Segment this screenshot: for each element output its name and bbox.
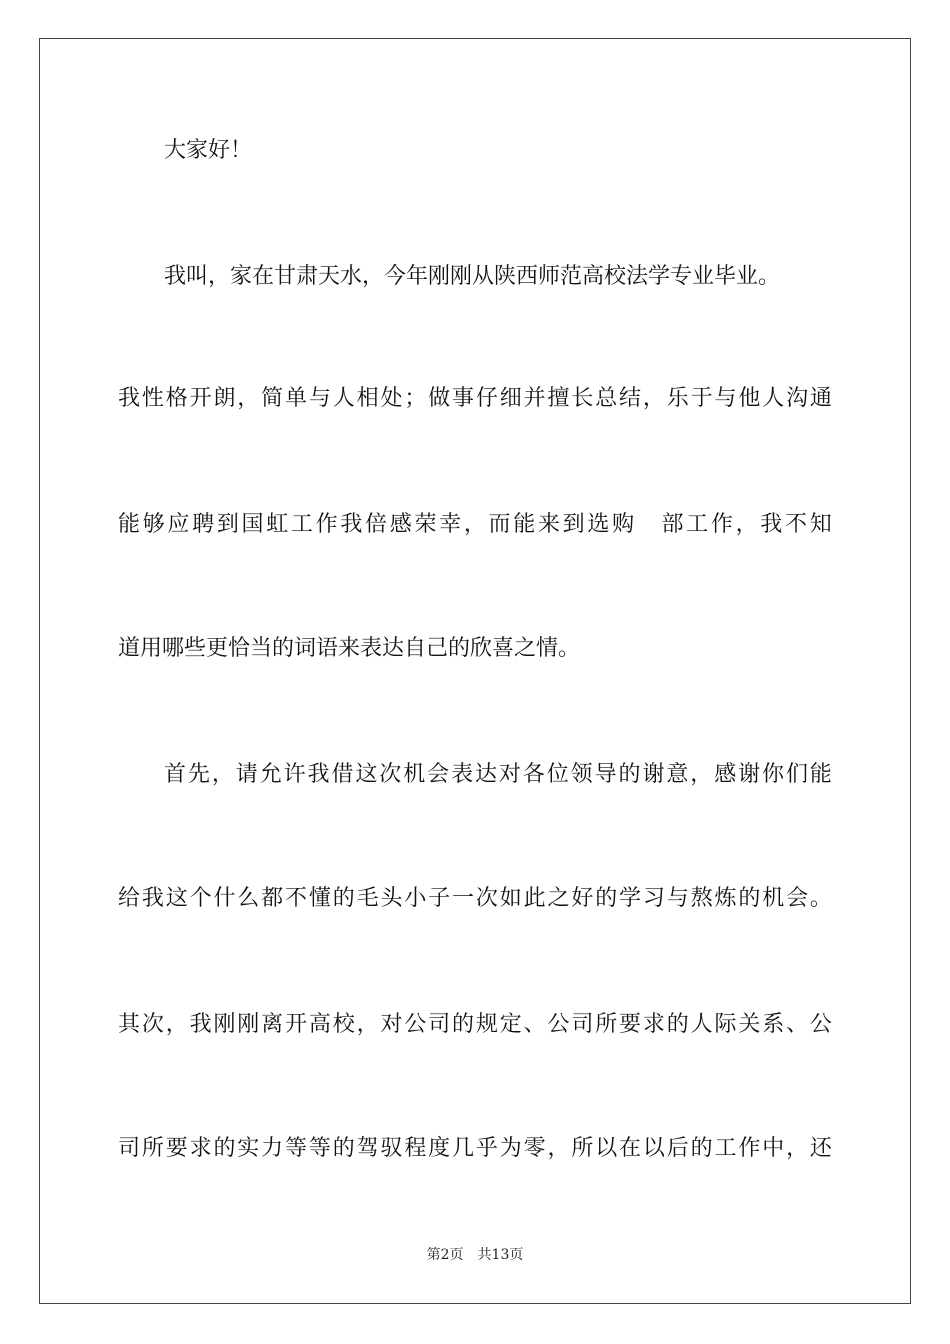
text-char: 度: [428, 1136, 451, 1161]
text-char: 细: [499, 386, 522, 411]
text-char: 导: [594, 762, 617, 787]
text-char: 炼: [714, 886, 737, 911]
text-char: 学: [619, 886, 642, 911]
text-line-greeting: 大家好！: [164, 138, 253, 163]
text-line-intro: 我叫，家在甘肃天水，今年刚刚从陕西师范高校法学专业毕业。: [164, 264, 781, 289]
text-char: 熬: [690, 886, 713, 911]
text-char: 工: [714, 1136, 737, 1161]
text-char: 幸: [439, 512, 462, 537]
text-char: 与: [666, 886, 689, 911]
text-char: 其: [118, 1012, 141, 1037]
text-char: 谢: [642, 762, 665, 787]
text-char: 谢: [738, 762, 761, 787]
text-char: 好: [571, 886, 594, 911]
text-char: 如: [499, 886, 522, 911]
text-char: 应: [167, 512, 190, 537]
text-char: 表: [451, 762, 474, 787]
text-char: 都: [261, 886, 284, 911]
text-char: 所: [571, 1136, 594, 1161]
text-char: 习: [642, 886, 665, 911]
text-char: 朗: [213, 386, 236, 411]
text-char: 我: [340, 512, 363, 537]
text-char: 程: [404, 1136, 427, 1161]
text-char: 能: [809, 762, 832, 787]
text-char: 能: [118, 512, 141, 537]
text-char: ，: [690, 762, 713, 787]
text-char: 零: [523, 1136, 546, 1161]
text-char: 工: [290, 512, 313, 537]
text-char: 、: [786, 1012, 809, 1037]
text-char: 许: [283, 762, 306, 787]
text-char: 与: [714, 386, 737, 411]
text-char: 擅: [547, 386, 570, 411]
text-char: 后: [666, 1136, 689, 1161]
text-char: 部: [661, 512, 684, 537]
text-char: 头: [380, 886, 403, 911]
text-char: 事: [452, 386, 475, 411]
text-char: ，: [237, 386, 260, 411]
text-char: 他: [738, 386, 761, 411]
text-char: 刚: [237, 1012, 260, 1037]
text-char: 够: [142, 512, 165, 537]
text-char: 系: [762, 1012, 785, 1037]
text-char: 此: [523, 886, 546, 911]
text-char: 们: [785, 762, 808, 787]
text-char: ，: [786, 1136, 809, 1161]
text-char: 沟: [786, 386, 809, 411]
text-char: ，: [642, 386, 665, 411]
text-char: 会: [786, 886, 809, 911]
text-char: 驭: [380, 1136, 403, 1161]
text-char: 我: [307, 762, 330, 787]
text-line-opportunity: [118, 884, 832, 914]
text-char: ，: [547, 1136, 570, 1161]
text-char: ，: [735, 512, 758, 537]
text-char: 领: [570, 762, 593, 787]
text-char: [637, 510, 659, 540]
text-line-honored: [118, 510, 832, 540]
text-char: 以: [595, 1136, 618, 1161]
text-char: 么: [237, 886, 260, 911]
text-char: 而: [488, 512, 511, 537]
text-char: 子: [428, 886, 451, 911]
text-char: 处: [380, 386, 403, 411]
text-char: 公: [809, 1012, 832, 1037]
text-char: 我: [189, 1012, 212, 1037]
text-char: 到: [216, 512, 239, 537]
text-char: 高: [308, 1012, 331, 1037]
text-char: 这: [355, 762, 378, 787]
text-char: 会: [427, 762, 450, 787]
text-char: 毛: [356, 886, 379, 911]
text-char: 、: [523, 1012, 546, 1037]
text-char: 规: [475, 1012, 498, 1037]
text-char: 对: [498, 762, 521, 787]
text-char: 各: [522, 762, 545, 787]
text-char: 总: [595, 386, 618, 411]
text-char: 与: [308, 386, 331, 411]
text-char: 公: [404, 1012, 427, 1037]
text-line-secondly: [118, 1010, 832, 1040]
text-char: 人: [762, 386, 785, 411]
text-char: 乎: [475, 1136, 498, 1161]
text-char: 不: [784, 512, 807, 537]
text-char: 小: [404, 886, 427, 911]
text-char: 求: [642, 1012, 665, 1037]
text-line-continue: [118, 1134, 832, 1164]
text-char: 到: [562, 512, 585, 537]
text-char: 国: [241, 512, 264, 537]
page-footer: [0, 1246, 950, 1264]
text-char: 公: [547, 1012, 570, 1037]
text-char: 的: [738, 886, 761, 911]
text-char: 要: [165, 1136, 188, 1161]
text-char: 司: [428, 1012, 451, 1037]
text-char: 单: [285, 386, 308, 411]
text-char: 什: [213, 886, 236, 911]
text-char: 求: [189, 1136, 212, 1161]
text-char: 机: [403, 762, 426, 787]
text-char: 司: [118, 1136, 141, 1161]
text-char: 你: [762, 762, 785, 787]
text-char: ，: [356, 1012, 379, 1037]
text-char: 懂: [308, 886, 331, 911]
text-char: 虹: [266, 512, 289, 537]
text-char: 不: [285, 886, 308, 911]
text-char: 简: [261, 386, 284, 411]
text-char: 人: [690, 1012, 713, 1037]
text-char: 聘: [192, 512, 215, 537]
text-char: 个: [189, 886, 212, 911]
text-char: 乐: [666, 386, 689, 411]
text-char: 我: [118, 386, 141, 411]
text-char: 所: [141, 1136, 164, 1161]
text-char: 人: [332, 386, 355, 411]
text-char: 的: [595, 886, 618, 911]
text-char: 次: [475, 886, 498, 911]
text-char: 几: [452, 1136, 475, 1161]
text-char: 。: [809, 886, 832, 911]
text-char: 意: [666, 762, 689, 787]
text-char: 开: [189, 386, 212, 411]
text-char: 能: [513, 512, 536, 537]
text-char: 来: [537, 512, 560, 537]
text-char: 等: [285, 1136, 308, 1161]
text-char: 通: [809, 386, 832, 411]
text-char: 以: [642, 1136, 665, 1161]
text-char: 的: [666, 1012, 689, 1037]
text-char: 机: [762, 886, 785, 911]
text-char: 的: [452, 1012, 475, 1037]
text-char: 为: [499, 1136, 522, 1161]
text-char: 作: [738, 1136, 761, 1161]
text-char: 给: [118, 886, 141, 911]
text-char: 结: [619, 386, 642, 411]
text-char: 先: [187, 762, 210, 787]
text-char: 要: [619, 1012, 642, 1037]
text-char: 这: [165, 886, 188, 911]
text-char: 所: [595, 1012, 618, 1037]
text-char: 对: [380, 1012, 403, 1037]
text-char: 作: [315, 512, 338, 537]
text-char: 达: [474, 762, 497, 787]
text-char: 定: [499, 1012, 522, 1037]
text-char: 离: [261, 1012, 284, 1037]
text-char: 次: [379, 762, 402, 787]
text-char: 驾: [356, 1136, 379, 1161]
text-char: ；: [404, 386, 427, 411]
text-char: 仔: [475, 386, 498, 411]
text-char: 做: [428, 386, 451, 411]
text-char: 知: [809, 512, 832, 537]
page-total: 共13页: [477, 1247, 524, 1263]
text-char: 在: [619, 1136, 642, 1161]
text-char: 选: [587, 512, 610, 537]
text-char: 还: [809, 1136, 832, 1161]
text-char: 的: [690, 1136, 713, 1161]
text-char: 的: [332, 886, 355, 911]
text-char: ，: [211, 762, 234, 787]
text-char: 一: [452, 886, 475, 911]
text-char: 我: [141, 886, 164, 911]
page-frame: [39, 38, 911, 1304]
text-char: 等: [308, 1136, 331, 1161]
text-char: 校: [332, 1012, 355, 1037]
text-char: 首: [164, 762, 187, 787]
text-char: ，: [463, 512, 486, 537]
text-char: 感: [714, 762, 737, 787]
text-char: 请: [235, 762, 258, 787]
page-number: 第2页: [426, 1247, 464, 1263]
text-char: 的: [332, 1136, 355, 1161]
text-char: 格: [165, 386, 188, 411]
text-char: 性: [141, 386, 164, 411]
text-char: 倍: [365, 512, 388, 537]
text-char: 中: [762, 1136, 785, 1161]
text-char: 的: [618, 762, 641, 787]
text-char: 力: [261, 1136, 284, 1161]
text-char: 借: [331, 762, 354, 787]
text-line-joy: 道用哪些更恰当的词语来表达自己的欣喜之情。: [118, 636, 581, 661]
text-char: 于: [690, 386, 713, 411]
text-char: 长: [571, 386, 594, 411]
text-char: 刚: [213, 1012, 236, 1037]
text-char: 位: [546, 762, 569, 787]
text-line-thanks: [118, 760, 832, 790]
text-char: 感: [389, 512, 412, 537]
text-char: 司: [571, 1012, 594, 1037]
text-char: 际: [714, 1012, 737, 1037]
text-char: 允: [259, 762, 282, 787]
text-char: 相: [356, 386, 379, 411]
text-char: 购: [612, 512, 635, 537]
text-line-personality: [118, 384, 832, 414]
text-char: 工: [686, 512, 709, 537]
text-char: ，: [165, 1012, 188, 1037]
text-char: 之: [547, 886, 570, 911]
text-char: 并: [523, 386, 546, 411]
text-char: 荣: [414, 512, 437, 537]
text-char: 作: [710, 512, 733, 537]
text-char: 次: [141, 1012, 164, 1037]
text-char: 的: [213, 1136, 236, 1161]
text-char: 实: [237, 1136, 260, 1161]
text-char: 关: [738, 1012, 761, 1037]
text-char: 开: [285, 1012, 308, 1037]
text-char: 我: [760, 512, 783, 537]
